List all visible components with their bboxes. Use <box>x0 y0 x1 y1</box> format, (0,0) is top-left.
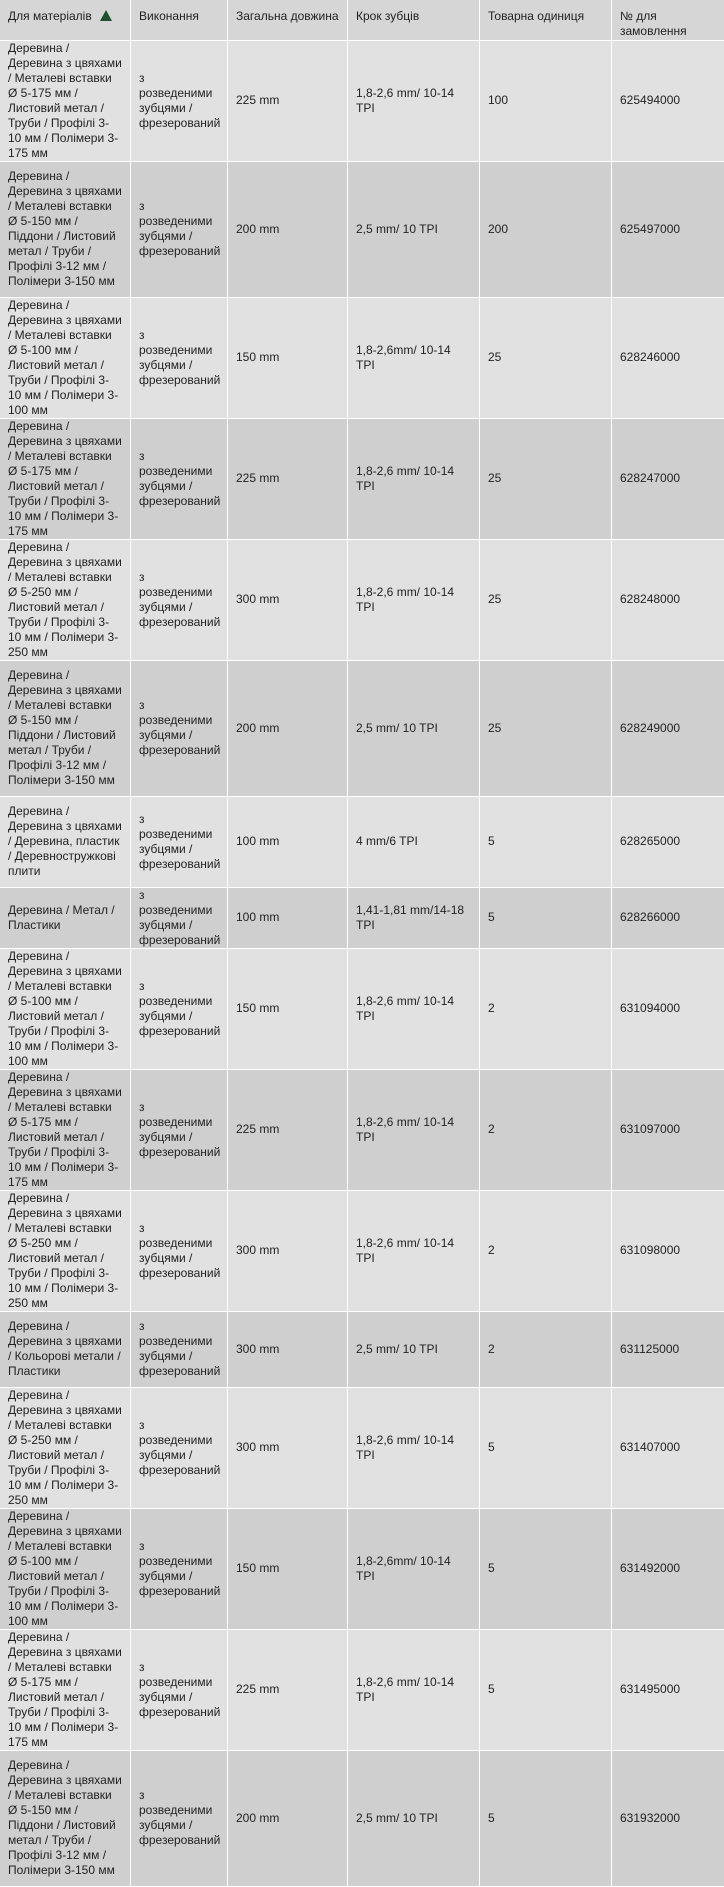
cell-unit: 25 <box>480 418 612 539</box>
cell-order-number: 625494000 <box>612 40 724 161</box>
cell-materials: Деревина / Деревина з цвяхами / Металеві вставки Ø 5-175 мм / Листовий метал / Труби / Профілі 3-10 мм / Полімери 3-175 мм <box>0 1069 131 1190</box>
cell-length: 150 mm <box>228 948 348 1069</box>
cell-materials: Деревина / Деревина з цвяхами / Металеві вставки Ø 5-150 мм / Піддони / Листовий метал / Труби / Профілі 3-12 мм / Полімери 3-150 мм <box>0 660 131 796</box>
table-row <box>0 1629 724 1750</box>
table-row <box>0 418 724 539</box>
column-header-order-number[interactable] <box>612 0 724 40</box>
cell-order-number: 631932000 <box>612 1750 724 1886</box>
cell-design: з розведеними зубцями / фрезерований <box>131 887 228 948</box>
cell-pitch: 2,5 mm/ 10 TPI <box>348 161 480 297</box>
cell-design: з розведеними зубцями / фрезерований <box>131 297 228 418</box>
table-row <box>0 660 724 796</box>
cell-design: з розведеними зубцями / фрезерований <box>131 1629 228 1750</box>
cell-unit: 2 <box>480 1311 612 1387</box>
column-header-label: Крок зубців <box>356 9 419 23</box>
cell-length: 200 mm <box>228 1750 348 1886</box>
cell-design: з розведеними зубцями / фрезерований <box>131 1508 228 1629</box>
cell-length: 200 mm <box>228 161 348 297</box>
cell-design: з розведеними зубцями / фрезерований <box>131 1387 228 1508</box>
cell-pitch: 1,41-1,81 mm/14-18 TPI <box>348 887 480 948</box>
cell-materials: Деревина / Деревина з цвяхами / Металеві вставки Ø 5-250 мм / Листовий метал / Труби / Профілі 3-10 мм / Полімери 3-250 мм <box>0 539 131 660</box>
table-row <box>0 1508 724 1629</box>
column-header-length[interactable] <box>228 0 348 40</box>
cell-length: 300 mm <box>228 1311 348 1387</box>
column-header-design[interactable] <box>131 0 228 40</box>
column-header-materials[interactable] <box>0 0 131 40</box>
cell-pitch: 1,8-2,6 mm/ 10-14 TPI <box>348 1069 480 1190</box>
cell-unit: 25 <box>480 297 612 418</box>
table-row <box>0 1750 724 1886</box>
column-header-label: Загальна довжина <box>236 9 339 23</box>
table-row <box>0 796 724 887</box>
cell-design: з розведеними зубцями / фрезерований <box>131 1190 228 1311</box>
cell-design: з розведеними зубцями / фрезерований <box>131 418 228 539</box>
cell-design: з розведеними зубцями / фрезерований <box>131 1311 228 1387</box>
cell-materials: Деревина / Метал / Пластики <box>0 887 131 948</box>
cell-pitch: 1,8-2,6mm/ 10-14 TPI <box>348 297 480 418</box>
column-header-label: Для матеріалів <box>8 9 92 23</box>
table-row <box>0 887 724 948</box>
cell-unit: 5 <box>480 1750 612 1886</box>
cell-unit: 2 <box>480 1069 612 1190</box>
cell-length: 225 mm <box>228 418 348 539</box>
table-row <box>0 161 724 297</box>
cell-materials: Деревина / Деревина з цвяхами / Металеві вставки Ø 5-250 мм / Листовий метал / Труби / Профілі 3-10 мм / Полімери 3-250 мм <box>0 1190 131 1311</box>
cell-order-number: 631097000 <box>612 1069 724 1190</box>
cell-materials: Деревина / Деревина з цвяхами / Деревина, пластик / Деревностружкові плити <box>0 796 131 887</box>
cell-order-number: 628265000 <box>612 796 724 887</box>
cell-pitch: 1,8-2,6 mm/ 10-14 TPI <box>348 418 480 539</box>
cell-design: з розведеними зубцями / фрезерований <box>131 1750 228 1886</box>
cell-pitch: 1,8-2,6 mm/ 10-14 TPI <box>348 948 480 1069</box>
cell-length: 150 mm <box>228 297 348 418</box>
cell-order-number: 631407000 <box>612 1387 724 1508</box>
column-header-unit[interactable] <box>480 0 612 40</box>
cell-unit: 2 <box>480 1190 612 1311</box>
table-row <box>0 1069 724 1190</box>
table-row <box>0 539 724 660</box>
cell-pitch: 1,8-2,6 mm/ 10-14 TPI <box>348 539 480 660</box>
cell-order-number: 631492000 <box>612 1508 724 1629</box>
cell-design: з розведеними зубцями / фрезерований <box>131 660 228 796</box>
cell-length: 200 mm <box>228 660 348 796</box>
cell-order-number: 625497000 <box>612 161 724 297</box>
cell-design: з розведеними зубцями / фрезерований <box>131 1069 228 1190</box>
cell-pitch: 2,5 mm/ 10 TPI <box>348 1750 480 1886</box>
cell-design: з розведеними зубцями / фрезерований <box>131 948 228 1069</box>
cell-order-number: 631495000 <box>612 1629 724 1750</box>
cell-materials: Деревина / Деревина з цвяхами / Металеві вставки Ø 5-250 мм / Листовий метал / Труби / Профілі 3-10 мм / Полімери 3-250 мм <box>0 1387 131 1508</box>
cell-pitch: 4 mm/6 TPI <box>348 796 480 887</box>
column-header-label: Виконання <box>139 9 199 23</box>
cell-unit: 5 <box>480 887 612 948</box>
cell-unit: 5 <box>480 1387 612 1508</box>
cell-unit: 5 <box>480 1508 612 1629</box>
cell-design: з розведеними зубцями / фрезерований <box>131 161 228 297</box>
cell-length: 100 mm <box>228 887 348 948</box>
cell-length: 225 mm <box>228 1629 348 1750</box>
cell-pitch: 1,8-2,6 mm/ 10-14 TPI <box>348 40 480 161</box>
cell-materials: Деревина / Деревина з цвяхами / Металеві вставки Ø 5-100 мм / Листовий метал / Труби / Профілі 3-10 мм / Полімери 3-100 мм <box>0 297 131 418</box>
cell-unit: 100 <box>480 40 612 161</box>
column-header-pitch[interactable] <box>348 0 480 40</box>
cell-unit: 2 <box>480 948 612 1069</box>
cell-length: 300 mm <box>228 1190 348 1311</box>
cell-pitch: 1,8-2,6mm/ 10-14 TPI <box>348 1508 480 1629</box>
column-header-label: Товарна одиниця <box>488 9 584 23</box>
table-row <box>0 1387 724 1508</box>
table-row <box>0 1311 724 1387</box>
sort-ascending-icon[interactable] <box>100 10 112 21</box>
cell-design: з розведеними зубцями / фрезерований <box>131 539 228 660</box>
cell-materials: Деревина / Деревина з цвяхами / Металеві вставки Ø 5-100 мм / Листовий метал / Труби / Профілі 3-10 мм / Полімери 3-100 мм <box>0 1508 131 1629</box>
cell-materials: Деревина / Деревина з цвяхами / Металеві вставки Ø 5-150 мм / Піддони / Листовий метал / Труби / Профілі 3-12 мм / Полімери 3-150 мм <box>0 1750 131 1886</box>
cell-order-number: 628247000 <box>612 418 724 539</box>
table-row <box>0 1190 724 1311</box>
cell-unit: 25 <box>480 539 612 660</box>
cell-unit: 25 <box>480 660 612 796</box>
cell-materials: Деревина / Деревина з цвяхами / Металеві вставки Ø 5-175 мм / Листовий метал / Труби / Профілі 3-10 мм / Полімери 3-175 мм <box>0 418 131 539</box>
table-row <box>0 297 724 418</box>
cell-pitch: 2,5 mm/ 10 TPI <box>348 1311 480 1387</box>
cell-pitch: 2,5 mm/ 10 TPI <box>348 660 480 796</box>
cell-unit: 5 <box>480 1629 612 1750</box>
cell-order-number: 628249000 <box>612 660 724 796</box>
cell-materials: Деревина / Деревина з цвяхами / Металеві вставки Ø 5-150 мм / Піддони / Листовий метал / Труби / Профілі 3-12 мм / Полімери 3-150 мм <box>0 161 131 297</box>
cell-order-number: 631094000 <box>612 948 724 1069</box>
cell-pitch: 1,8-2,6 mm/ 10-14 TPI <box>348 1190 480 1311</box>
cell-materials: Деревина / Деревина з цвяхами / Металеві вставки Ø 5-175 мм / Листовий метал / Труби / Профілі 3-10 мм / Полімери 3-175 мм <box>0 1629 131 1750</box>
table-header-row <box>0 0 724 40</box>
cell-materials: Деревина / Деревина з цвяхами / Металеві вставки Ø 5-175 мм / Листовий метал / Труби / Профілі 3-10 мм / Полімери 3-175 мм <box>0 40 131 161</box>
cell-materials: Деревина / Деревина з цвяхами / Металеві вставки Ø 5-100 мм / Листовий метал / Труби / Профілі 3-10 мм / Полімери 3-100 мм <box>0 948 131 1069</box>
cell-order-number: 628246000 <box>612 297 724 418</box>
cell-order-number: 631125000 <box>612 1311 724 1387</box>
column-header-label: № для замовлення <box>620 9 687 38</box>
cell-order-number: 628248000 <box>612 539 724 660</box>
cell-length: 100 mm <box>228 796 348 887</box>
cell-pitch: 1,8-2,6 mm/ 10-14 TPI <box>348 1387 480 1508</box>
cell-length: 225 mm <box>228 40 348 161</box>
cell-unit: 200 <box>480 161 612 297</box>
cell-order-number: 628266000 <box>612 887 724 948</box>
cell-length: 300 mm <box>228 539 348 660</box>
cell-design: з розведеними зубцями / фрезерований <box>131 796 228 887</box>
cell-design: з розведеними зубцями / фрезерований <box>131 40 228 161</box>
table-row <box>0 40 724 161</box>
cell-pitch: 1,8-2,6 mm/ 10-14 TPI <box>348 1629 480 1750</box>
cell-length: 225 mm <box>228 1069 348 1190</box>
table-row <box>0 948 724 1069</box>
cell-length: 300 mm <box>228 1387 348 1508</box>
cell-materials: Деревина / Деревина з цвяхами / Кольорові метали / Пластики <box>0 1311 131 1387</box>
cell-length: 150 mm <box>228 1508 348 1629</box>
cell-order-number: 631098000 <box>612 1190 724 1311</box>
cell-unit: 5 <box>480 796 612 887</box>
